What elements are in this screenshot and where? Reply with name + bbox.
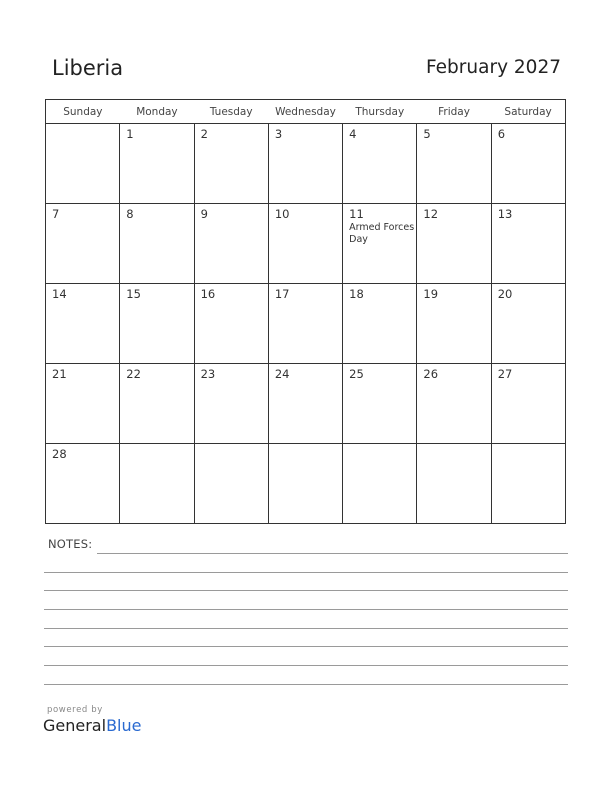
day-number: 17	[274, 287, 290, 301]
note-line	[44, 665, 568, 666]
day-cell	[194, 444, 268, 524]
day-cell	[343, 284, 417, 364]
logo-blue-text: Blue	[106, 716, 142, 735]
day-number: 20	[497, 287, 513, 301]
country-title: Liberia	[52, 56, 124, 80]
day-cell	[491, 444, 565, 524]
day-number: 6	[497, 127, 506, 141]
day-number: 2	[200, 127, 208, 141]
day-cell	[268, 444, 342, 524]
generalblue-logo[interactable]	[43, 716, 141, 735]
day-cell	[120, 444, 194, 524]
day-cell	[268, 124, 342, 204]
day-cell	[46, 284, 120, 364]
day-number: 11	[349, 207, 364, 221]
day-cell	[46, 444, 120, 524]
day-number: 16	[200, 287, 216, 301]
day-cell	[194, 364, 268, 444]
week-row	[46, 124, 566, 204]
weekday-thursday: Thursday	[343, 100, 417, 124]
day-number: 10	[274, 207, 290, 221]
day-cell	[268, 364, 342, 444]
logo-general-text: General	[43, 716, 107, 735]
day-cell	[46, 204, 120, 284]
day-cell	[120, 124, 194, 204]
day-cell	[343, 124, 417, 204]
day-number: 5	[423, 127, 431, 141]
day-cell	[120, 364, 194, 444]
day-cell	[491, 284, 565, 364]
day-number: 19	[423, 287, 439, 301]
day-number: 3	[274, 127, 283, 141]
note-line	[44, 628, 568, 629]
day-cell-holiday	[343, 204, 417, 284]
day-cell	[417, 204, 491, 284]
note-line	[44, 590, 568, 591]
day-cell	[417, 444, 491, 524]
day-number: 9	[200, 207, 208, 221]
day-cell	[120, 204, 194, 284]
weekday-tuesday: Tuesday	[194, 100, 268, 124]
weekday-sunday: Sunday	[46, 100, 120, 124]
day-number: 28	[52, 447, 67, 461]
holiday-label: Armed Forces Day	[349, 222, 415, 245]
day-cell	[491, 204, 565, 284]
note-line	[44, 684, 568, 685]
day-cell	[343, 444, 417, 524]
week-row	[46, 444, 566, 524]
day-number: 27	[497, 367, 513, 381]
day-number: 24	[274, 367, 290, 381]
day-number: 8	[126, 207, 134, 221]
day-cell	[343, 364, 417, 444]
day-number: 23	[200, 367, 216, 381]
powered-by-text: powered by	[47, 705, 103, 715]
week-row	[46, 284, 566, 364]
note-line	[44, 572, 568, 573]
calendar-grid	[45, 99, 566, 524]
day-cell	[268, 284, 342, 364]
day-number: 12	[423, 207, 439, 221]
day-number: 15	[126, 287, 141, 301]
day-cell	[268, 204, 342, 284]
day-number: 25	[349, 367, 364, 381]
week-row	[46, 204, 566, 284]
day-cell	[417, 364, 491, 444]
day-cell	[120, 284, 194, 364]
day-cell	[46, 364, 120, 444]
day-cell	[194, 204, 268, 284]
day-cell	[491, 364, 565, 444]
weekday-friday: Friday	[417, 100, 491, 124]
day-number: 13	[497, 207, 513, 221]
day-number: 4	[349, 127, 357, 141]
note-line	[44, 646, 568, 647]
day-number: 7	[52, 207, 60, 221]
day-number: 21	[52, 367, 67, 381]
day-number: 14	[52, 287, 67, 301]
weekday-saturday: Saturday	[491, 100, 565, 124]
day-number: 22	[126, 367, 141, 381]
day-number: 18	[349, 287, 364, 301]
day-number: 1	[126, 127, 134, 141]
day-cell	[46, 124, 120, 204]
week-row	[46, 364, 566, 444]
day-number: 26	[423, 367, 439, 381]
notes-label: NOTES:	[48, 537, 93, 551]
day-cell	[491, 124, 565, 204]
note-line	[97, 553, 568, 554]
day-cell	[417, 124, 491, 204]
month-title: February 2027	[426, 57, 561, 78]
day-cell	[417, 284, 491, 364]
day-cell	[194, 124, 268, 204]
note-line	[44, 609, 568, 610]
weekday-header-row	[46, 100, 566, 124]
weekday-monday: Monday	[120, 100, 194, 124]
weekday-wednesday: Wednesday	[268, 100, 342, 124]
day-cell	[194, 284, 268, 364]
